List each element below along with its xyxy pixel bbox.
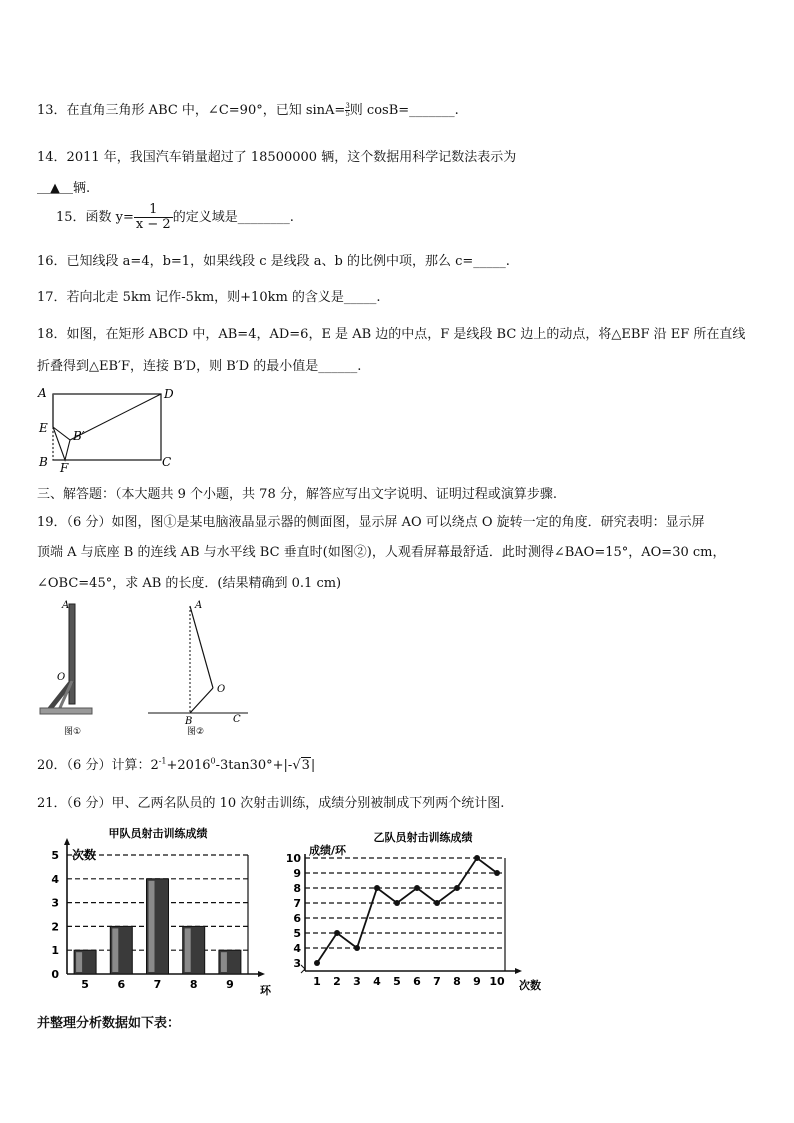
- question-15: 15．函数 y= $\frac{1}{x - 2}$ 的定义域是________.: [56, 202, 294, 232]
- question-19-line2: 顶端 A 与底座 B 的连线 AB 与水平线 BC 垂直时(如图②)，人观看屏幕最舒适．此时测得∠BAO=15°，AO=30 cm，: [37, 545, 726, 560]
- x-tick-label: 10: [489, 975, 505, 988]
- rectangle-abcd: [53, 394, 161, 460]
- y-tick-label: 5: [51, 849, 59, 862]
- label-b: B: [39, 455, 48, 469]
- x-tick-label: 2: [333, 975, 341, 988]
- section-3-heading: 三、解答题：（本大题共 9 个小题，共 78 分，解答应写出文字说明、证明过程或演算步骤.: [37, 487, 557, 502]
- fraction: $\frac{1}{x - 2}$: [135, 202, 171, 232]
- bar-highlight: [221, 952, 227, 972]
- question-14-line1: 14．2011 年，我国汽车销量超过了 18500000 辆，这个数据用科学记数法表示为: [37, 150, 517, 165]
- y-tick-label: 0: [51, 968, 59, 981]
- x-tick-label: 9: [226, 978, 234, 991]
- y-tick-label: 1: [51, 944, 59, 958]
- x-tick-label: 4: [373, 975, 381, 988]
- y-tick-label: 3: [293, 957, 301, 970]
- question-20: 20．（6 分）计算：$2^{-1}+2016^0-3\tan 30^\circ+|-√3|$: [37, 756, 316, 773]
- bar-highlight: [112, 928, 118, 972]
- monitor-base: [40, 708, 92, 714]
- segment-ao: [190, 606, 213, 688]
- series-line: [317, 858, 497, 963]
- data-point: [494, 870, 500, 876]
- bar-highlight: [76, 952, 82, 972]
- x-tick-label: 5: [81, 978, 89, 991]
- label-b: B: [185, 716, 193, 727]
- y-axis-label: 次数: [72, 848, 97, 862]
- label-b-prime: B′: [73, 429, 85, 443]
- label-o: O: [217, 684, 226, 695]
- label-e: E: [39, 421, 48, 435]
- question-17: 17．若向北走 5km 记作-5km，则+10km 的含义是_____.: [37, 290, 381, 305]
- monitor-figure-2: [145, 596, 255, 738]
- x-tick-label: 9: [473, 975, 481, 988]
- label-a: A: [62, 600, 70, 611]
- label-a: A: [38, 386, 47, 400]
- label-o: O: [57, 672, 66, 683]
- data-point: [314, 960, 320, 966]
- x-tick-label: 6: [413, 975, 421, 988]
- y-tick-label: 8: [293, 882, 301, 895]
- x-axis-label: 次数: [519, 979, 541, 992]
- chart-title: 甲队员射击训练成绩: [108, 827, 208, 840]
- data-point: [434, 900, 440, 906]
- bar-chart-jia: [40, 825, 280, 1000]
- y-tick-label: 4: [293, 942, 301, 955]
- y-tick-label: 9: [293, 867, 301, 880]
- y-tick-label: 6: [293, 912, 301, 925]
- y-tick-label: 7: [293, 897, 301, 910]
- sqrt-symbol: √: [292, 758, 301, 773]
- question-19-line3: ∠OBC=45°，求 AB 的长度．(结果精确到 0.1 cm): [37, 576, 342, 591]
- x-axis-arrow: [258, 971, 265, 977]
- y-tick-label: 4: [51, 872, 59, 886]
- question-16: 16．已知线段 a=4，b=1，如果线段 c 是线段 a、b 的比例中项，那么 c=_____.: [37, 254, 510, 269]
- x-tick-label: 8: [189, 978, 198, 991]
- question-19-line1: 19．（6 分）如图，图①是某电脑液晶显示器的侧面图，显示屏 AO 可以绕点 O 旋转一定的角度．研究表明：显示屏: [37, 515, 705, 530]
- x-tick-label: 1: [313, 975, 321, 988]
- x-tick-label: 7: [433, 975, 441, 988]
- fraction: $\frac{3}{5}$: [345, 102, 350, 118]
- x-tick-label: 7: [153, 978, 162, 991]
- y-tick-label: 10: [285, 852, 301, 865]
- question-13: 13．在直角三角形 ABC 中，∠C=90°，已知 sinA= $\frac{3}{5}$ 则 cosB=_______.: [37, 102, 459, 118]
- data-point: [454, 885, 460, 891]
- bar-highlight: [149, 881, 155, 972]
- x-axis-label: 环: [260, 984, 271, 997]
- label-c: C: [162, 455, 172, 469]
- data-point: [334, 930, 340, 936]
- x-tick-label: 8: [453, 975, 461, 988]
- caption-figure-1: 图①: [64, 727, 82, 737]
- data-point: [474, 855, 480, 861]
- data-point: [374, 885, 380, 891]
- monitor-figure-1: [34, 596, 104, 738]
- label-a: A: [195, 600, 203, 611]
- bar-highlight: [185, 928, 191, 972]
- x-axis-arrow: [515, 968, 522, 974]
- question-14-line2: ＿▲＿辆.: [37, 181, 91, 196]
- y-tick-label: 3: [51, 896, 59, 910]
- label-c: C: [233, 714, 241, 725]
- rectangle-fold-figure: [34, 382, 184, 474]
- data-point: [394, 900, 400, 906]
- y-tick-label: 5: [293, 927, 301, 940]
- label-f: F: [60, 461, 69, 474]
- question-21: 21．（6 分）甲、乙两名队员的 10 次射击训练，成绩分别被制成下列两个统计图.: [37, 796, 505, 811]
- data-point: [354, 945, 360, 951]
- chart-title: 乙队员射击训练成绩: [373, 831, 473, 844]
- y-axis-arrow: [64, 838, 70, 845]
- triangle-eb-prime-f: [53, 427, 70, 460]
- question-18-line2: 折叠得到△EB′F，连接 B′D，则 B′D 的最小值是______.: [37, 359, 362, 374]
- question-18-line1: 18．如图，在矩形 ABCD 中，AB=4，AD=6，E 是 AB 边的中点，F 是线段 BC 边上的动点，将△EBF 沿 EF 所在直线: [37, 327, 746, 342]
- data-point: [414, 885, 420, 891]
- segment-ob: [190, 688, 213, 713]
- caption-figure-2: 图②: [187, 727, 205, 737]
- label-d: D: [164, 387, 174, 401]
- x-tick-label: 5: [393, 975, 401, 988]
- y-axis-label: 成绩/环: [309, 844, 347, 857]
- x-tick-label: 3: [353, 975, 361, 988]
- x-tick-label: 6: [117, 978, 126, 991]
- y-tick-label: 2: [51, 920, 59, 934]
- closing-text: 并整理分析数据如下表：: [37, 1016, 181, 1031]
- line-chart-yi: [283, 825, 553, 1000]
